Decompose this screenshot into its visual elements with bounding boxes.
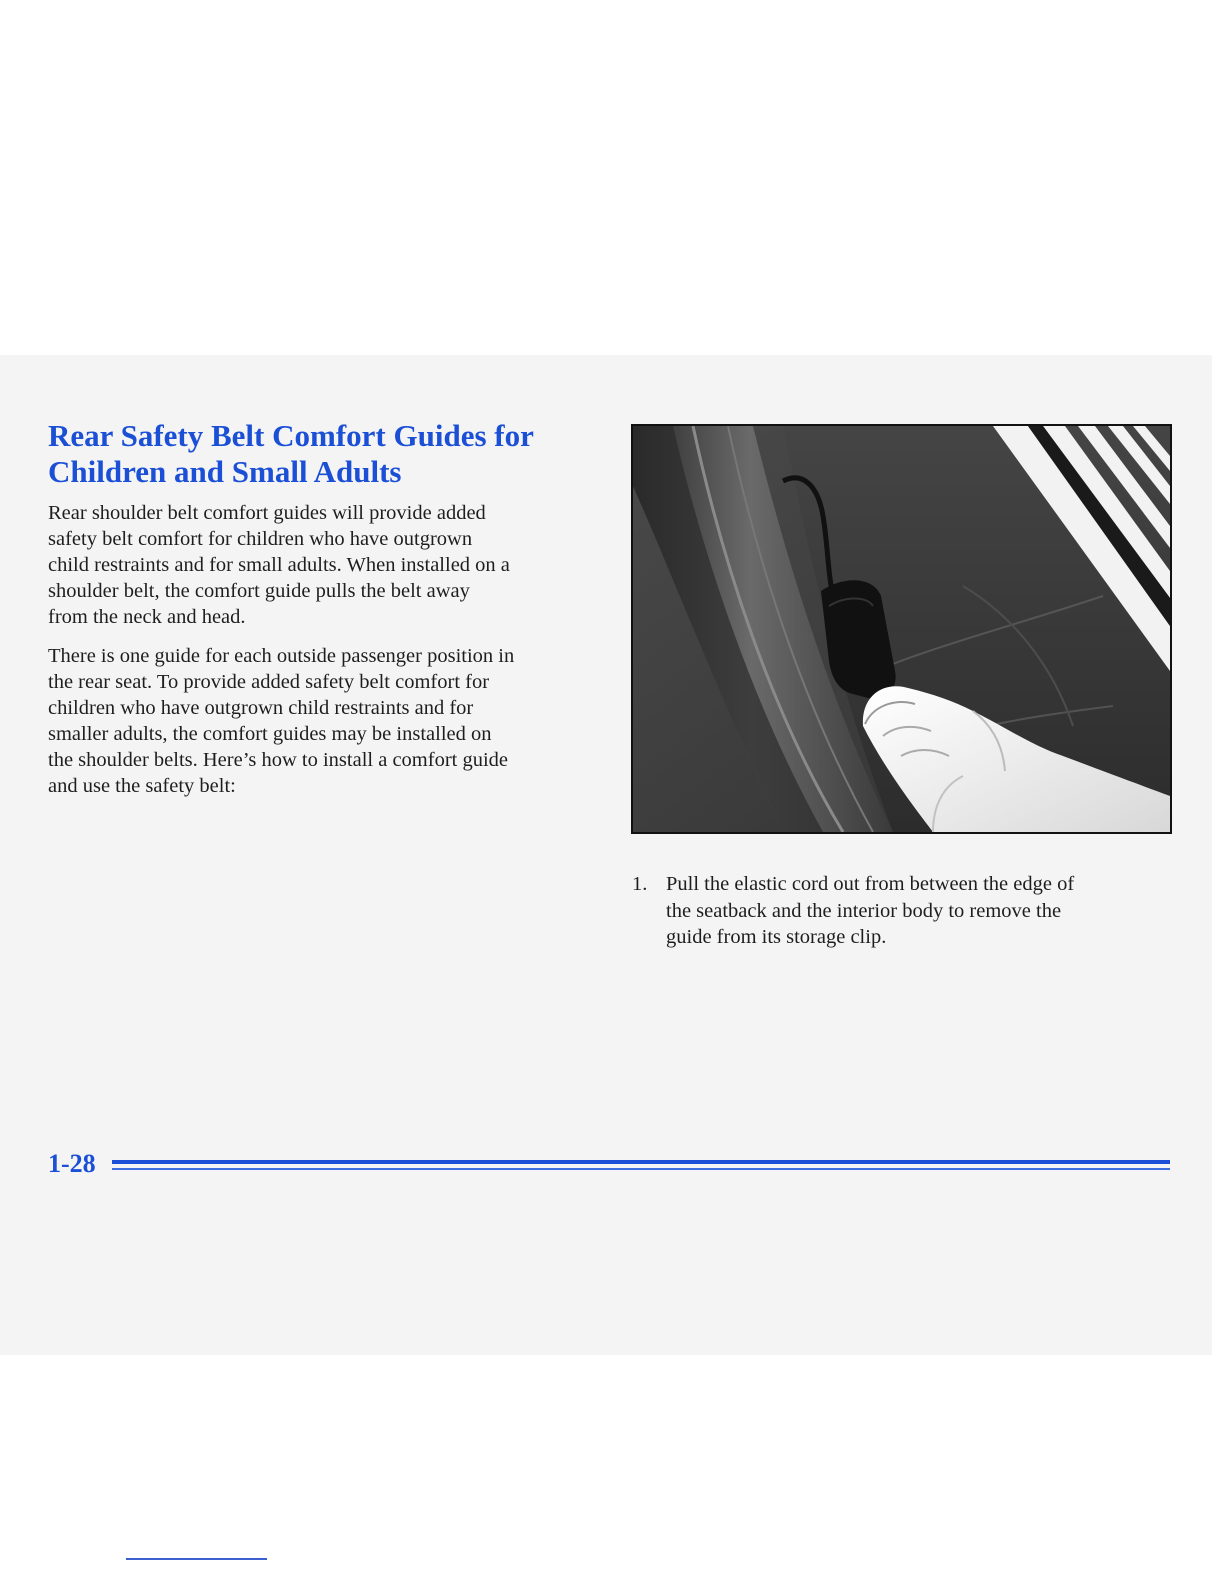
heading-line: Rear Safety Belt Comfort Guides for xyxy=(48,418,534,453)
paragraph-line: shoulder belt, the comfort guide pulls the belt away xyxy=(48,580,470,602)
step-line: guide from its storage clip. xyxy=(666,926,887,948)
bottom-line-mark xyxy=(126,1558,267,1560)
paragraph-line: child restraints and for small adults. When installed on a xyxy=(48,554,510,576)
section-heading xyxy=(48,418,608,490)
step-line: Pull the elastic cord out from between the edge of xyxy=(666,873,1075,895)
heading-line: Children and Small Adults xyxy=(48,454,402,489)
footer-rule-thin xyxy=(112,1168,1170,1170)
intro-paragraph xyxy=(48,500,598,630)
paragraph-line: safety belt comfort for children who have outgrown xyxy=(48,528,473,550)
paragraph-line: children who have outgrown child restraints and for xyxy=(48,697,474,719)
step-number: 1. xyxy=(632,873,648,895)
step-text xyxy=(666,871,1172,951)
paragraph-line: the rear seat. To provide added safety belt comfort for xyxy=(48,671,490,693)
page-number: 1-28 xyxy=(48,1149,96,1178)
paragraph-line: the shoulder belts. Here’s how to install a comfort guide xyxy=(48,749,509,771)
paragraph-line: There is one guide for each outside passenger position in xyxy=(48,645,515,667)
paragraph-line: and use the safety belt: xyxy=(48,775,236,797)
footer-rule xyxy=(112,1160,1170,1164)
paragraph-line: Rear shoulder belt comfort guides will provide added xyxy=(48,502,486,524)
paragraph-line: from the neck and head. xyxy=(48,606,246,628)
guide-paragraph xyxy=(48,643,598,799)
step-line: the seatback and the interior body to remove the xyxy=(666,899,1062,922)
paragraph-line: smaller adults, the comfort guides may be installed on xyxy=(48,723,492,745)
comfort-guide-illustration xyxy=(631,424,1172,834)
